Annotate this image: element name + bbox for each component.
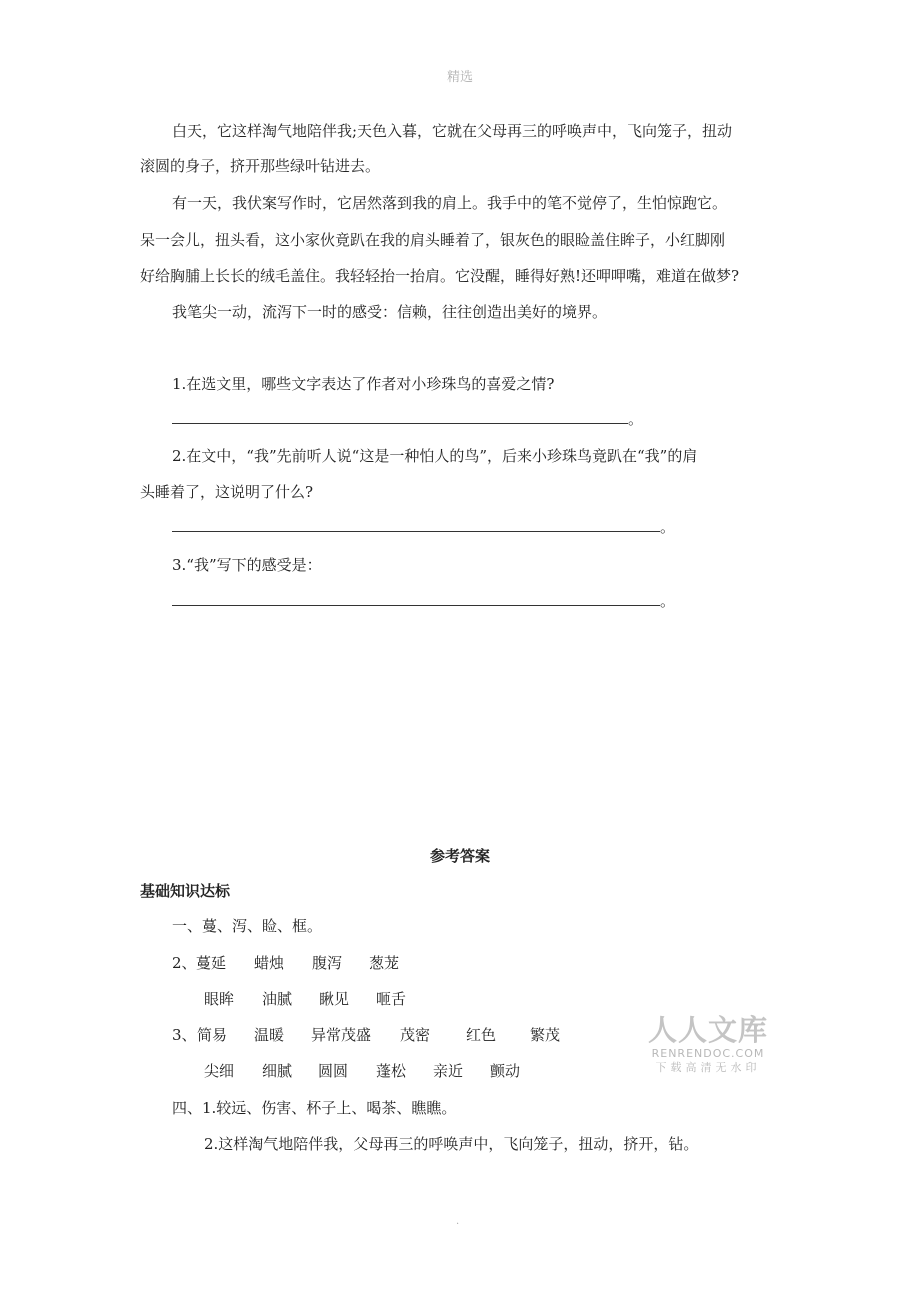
question-3: 3.“我”写下的感受是： bbox=[172, 556, 322, 574]
watermark-url: RENRENDOC.COM bbox=[651, 1047, 765, 1060]
word: 蓬松 bbox=[376, 1062, 407, 1080]
question-1: 1.在选文里，哪些文字表达了作者对小珍珠鸟的喜爱之情? bbox=[172, 375, 555, 393]
passage-p2-line2: 呆一会儿，扭头看，这小家伙竟趴在我的肩头睡着了，银灰色的眼睑盖住眸子，小红脚刚 bbox=[140, 231, 726, 249]
watermark-subtitle: 下载高清无水印 bbox=[655, 1061, 761, 1074]
passage-p1-line1: 白天，它这样淘气地陪伴我;天色入暮，它就在父母再三的呼唤声中，飞向笼子，扭动 bbox=[172, 122, 733, 140]
answer-item-1: 一、蔓、泻、睑、框。 bbox=[172, 917, 323, 935]
word: 蜡烛 bbox=[254, 954, 285, 972]
passage-p3-line1: 我笔尖一动，流泻下一时的感受：信赖，往往创造出美好的境界。 bbox=[172, 303, 608, 321]
answer-item-4-1: 四、1.较远、伤害、杯子上、喝茶、瞧瞧。 bbox=[172, 1099, 457, 1117]
answer-blank-1[interactable] bbox=[172, 411, 628, 424]
word: 圆圆 bbox=[318, 1062, 349, 1080]
page-header: 精选 bbox=[446, 70, 473, 85]
word: 亲近 bbox=[433, 1062, 464, 1080]
end-mark: 。 bbox=[660, 518, 676, 536]
passage-p2-line1: 有一天，我伏案写作时，它居然落到我的肩上。我手中的笔不觉停了，生怕惊跑它。 bbox=[172, 194, 728, 212]
word: 咂舌 bbox=[376, 990, 407, 1008]
question-2-line2: 头睡着了，这说明了什么? bbox=[140, 483, 314, 501]
word: 茂密 bbox=[400, 1026, 431, 1044]
answer-line-3 bbox=[172, 590, 675, 611]
end-mark: 。 bbox=[660, 592, 676, 610]
word: 腹泻 bbox=[312, 954, 343, 972]
answer-item-2-num: 2、 bbox=[172, 954, 197, 972]
word: 简易 bbox=[197, 1026, 228, 1044]
word: 红色 bbox=[466, 1026, 497, 1044]
word: 葱茏 bbox=[369, 954, 400, 972]
answers-title: 参考答案 bbox=[429, 847, 490, 865]
answer-line-1 bbox=[172, 408, 643, 429]
answers-section-title: 基础知识达标 bbox=[140, 882, 231, 900]
word: 细腻 bbox=[262, 1062, 293, 1080]
answer-item-4-2: 2.这样淘气地陪伴我，父母再三的呼唤声中，飞向笼子，扭动，挤开，钻。 bbox=[204, 1135, 699, 1153]
word: 眼眸 bbox=[204, 990, 235, 1008]
word: 尖细 bbox=[204, 1062, 235, 1080]
answer-line-2 bbox=[172, 516, 675, 537]
word: 温暖 bbox=[254, 1026, 285, 1044]
word: 颤动 bbox=[490, 1062, 521, 1080]
footer-dot: . bbox=[456, 1216, 460, 1227]
watermark-logo bbox=[648, 1013, 768, 1075]
answer-blank-2[interactable] bbox=[172, 519, 660, 532]
question-2-line1: 2.在文中，“我”先前听人说“这是一种怕人的鸟”，后来小珍珠鸟竟趴在“我”的肩 bbox=[172, 447, 698, 465]
answer-blank-3[interactable] bbox=[172, 593, 660, 606]
word: 油腻 bbox=[262, 990, 293, 1008]
word: 异常茂盛 bbox=[311, 1026, 372, 1044]
word: 蔓延 bbox=[196, 954, 227, 972]
word: 瞅见 bbox=[319, 990, 350, 1008]
end-mark: 。 bbox=[628, 410, 644, 428]
passage-p1-line2: 滚圆的身子，挤开那些绿叶钻进去。 bbox=[140, 157, 381, 175]
word: 繁茂 bbox=[530, 1026, 561, 1044]
watermark-title: 人人文库 bbox=[648, 1013, 769, 1047]
passage-p2-line3: 好给胸脯上长长的绒毛盖住。我轻轻抬一抬肩。它没醒，睡得好熟!还呷呷嘴，难道在做梦? bbox=[140, 267, 740, 285]
answer-item-3-num: 3、 bbox=[172, 1026, 197, 1044]
